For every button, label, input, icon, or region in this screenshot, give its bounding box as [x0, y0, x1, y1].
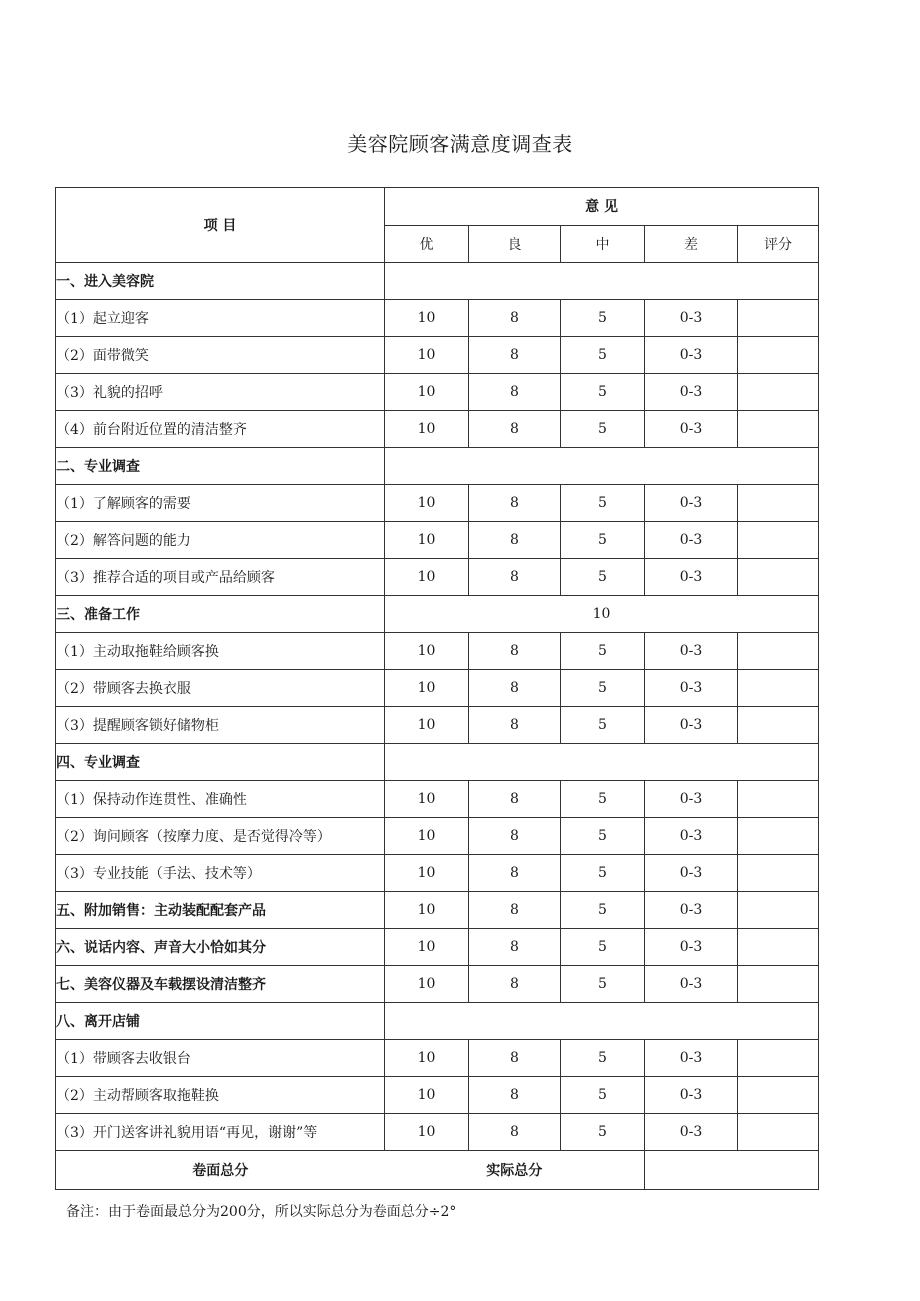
score-good: 8 [469, 781, 561, 818]
score-poor: 0-3 [645, 300, 738, 337]
score-good: 8 [469, 411, 561, 448]
section-title: 四、专业调查 [56, 744, 385, 781]
grade-excellent-header: 优 [385, 225, 469, 263]
score-poor: 0-3 [645, 929, 738, 966]
score-excellent: 10 [385, 855, 469, 892]
score-excellent: 10 [385, 300, 469, 337]
score-excellent: 10 [385, 1114, 469, 1151]
score-medium: 5 [561, 559, 645, 596]
section-title: 二、专业调查 [56, 448, 385, 485]
score-medium: 5 [561, 781, 645, 818]
document-title: 美容院顾客满意度调查表 [347, 132, 573, 156]
score-excellent: 10 [385, 707, 469, 744]
item-row [56, 1040, 819, 1077]
item-row [56, 818, 819, 855]
rating-cell[interactable] [738, 300, 819, 337]
actual-total-label: 实际总分 [385, 1151, 645, 1190]
item-row [56, 670, 819, 707]
item-label: （2）解答问题的能力 [56, 522, 385, 559]
header-row [56, 188, 819, 226]
score-excellent: 10 [385, 892, 469, 929]
survey-table [55, 187, 819, 1190]
score-good: 8 [469, 1114, 561, 1151]
section-title: 八、离开店铺 [56, 1003, 385, 1040]
score-good: 8 [469, 892, 561, 929]
score-medium: 5 [561, 892, 645, 929]
score-poor: 0-3 [645, 966, 738, 1003]
item-header: 项 目 [56, 188, 385, 263]
score-poor: 0-3 [645, 781, 738, 818]
rating-cell[interactable] [738, 337, 819, 374]
item-row [56, 374, 819, 411]
item-row [56, 1114, 819, 1151]
rating-cell[interactable] [738, 522, 819, 559]
rating-cell[interactable] [738, 855, 819, 892]
rating-cell[interactable] [738, 1077, 819, 1114]
rating-cell[interactable] [738, 966, 819, 1003]
item-label: （4）前台附近位置的清洁整齐 [56, 411, 385, 448]
item-label: （2）面带微笑 [56, 337, 385, 374]
score-good: 8 [469, 300, 561, 337]
section-row [56, 892, 819, 929]
item-label: （2）主动帮顾客取拖鞋换 [56, 1077, 385, 1114]
opinion-header: 意 见 [385, 188, 819, 226]
score-medium: 5 [561, 1040, 645, 1077]
section-row [56, 966, 819, 1003]
score-good: 8 [469, 559, 561, 596]
score-excellent: 10 [385, 559, 469, 596]
score-medium: 5 [561, 485, 645, 522]
footnote: 备注：由于卷面最总分为200分，所以实际总分为卷面总分÷2° [66, 1204, 457, 1220]
score-medium: 5 [561, 670, 645, 707]
score-medium: 5 [561, 1114, 645, 1151]
score-medium: 5 [561, 411, 645, 448]
item-row [56, 707, 819, 744]
section-row [56, 448, 819, 485]
score-good: 8 [469, 855, 561, 892]
score-good: 8 [469, 633, 561, 670]
score-medium: 5 [561, 855, 645, 892]
rating-cell[interactable] [738, 485, 819, 522]
paper-total-label: 卷面总分 [56, 1151, 385, 1190]
score-excellent: 10 [385, 1040, 469, 1077]
score-good: 8 [469, 670, 561, 707]
item-row [56, 522, 819, 559]
score-medium: 5 [561, 966, 645, 1003]
score-good: 8 [469, 374, 561, 411]
item-label: （3）专业技能（手法、技术等） [56, 855, 385, 892]
rating-cell[interactable] [738, 559, 819, 596]
item-row [56, 337, 819, 374]
score-excellent: 10 [385, 818, 469, 855]
item-label: （3）提醒顾客锁好储物柜 [56, 707, 385, 744]
score-poor: 0-3 [645, 855, 738, 892]
score-poor: 0-3 [645, 337, 738, 374]
score-medium: 5 [561, 374, 645, 411]
rating-cell[interactable] [738, 929, 819, 966]
item-row [56, 633, 819, 670]
score-medium: 5 [561, 633, 645, 670]
score-poor: 0-3 [645, 522, 738, 559]
item-label: （1）了解顾客的需要 [56, 485, 385, 522]
score-excellent: 10 [385, 485, 469, 522]
section-blank [385, 744, 819, 781]
section-blank [385, 448, 819, 485]
actual-total-value [645, 1151, 819, 1190]
rating-cell[interactable] [738, 1040, 819, 1077]
score-poor: 0-3 [645, 1077, 738, 1114]
score-header: 评分 [738, 225, 819, 263]
rating-cell[interactable] [738, 892, 819, 929]
item-row [56, 485, 819, 522]
score-good: 8 [469, 485, 561, 522]
rating-cell[interactable] [738, 374, 819, 411]
score-excellent: 10 [385, 411, 469, 448]
grade-medium-header: 中 [561, 225, 645, 263]
item-label: （3）推荐合适的项目或产品给顾客 [56, 559, 385, 596]
rating-cell[interactable] [738, 411, 819, 448]
rating-cell[interactable] [738, 633, 819, 670]
section-row [56, 596, 819, 633]
score-poor: 0-3 [645, 559, 738, 596]
score-good: 8 [469, 929, 561, 966]
rating-cell[interactable] [738, 670, 819, 707]
item-label: （1）带顾客去收银台 [56, 1040, 385, 1077]
score-good: 8 [469, 1077, 561, 1114]
section-title: 七、美容仪器及车载摆设清洁整齐 [56, 966, 385, 1003]
item-row [56, 781, 819, 818]
rating-cell[interactable] [738, 707, 819, 744]
grade-good-header: 良 [469, 225, 561, 263]
score-good: 8 [469, 818, 561, 855]
score-poor: 0-3 [645, 892, 738, 929]
item-label: （2）询问顾客（按摩力度、是否觉得冷等） [56, 818, 385, 855]
item-row [56, 559, 819, 596]
score-excellent: 10 [385, 1077, 469, 1114]
item-row [56, 855, 819, 892]
score-poor: 0-3 [645, 485, 738, 522]
item-row [56, 1077, 819, 1114]
rating-cell[interactable] [738, 1114, 819, 1151]
score-medium: 5 [561, 522, 645, 559]
section-blank [385, 263, 819, 300]
score-excellent: 10 [385, 374, 469, 411]
section-row [56, 744, 819, 781]
item-label: （1）保持动作连贯性、准确性 [56, 781, 385, 818]
score-excellent: 10 [385, 781, 469, 818]
score-poor: 0-3 [645, 411, 738, 448]
score-medium: 5 [561, 929, 645, 966]
score-poor: 0-3 [645, 670, 738, 707]
item-label: （1）起立迎客 [56, 300, 385, 337]
item-row [56, 300, 819, 337]
score-poor: 0-3 [645, 633, 738, 670]
section-title: 三、准备工作 [56, 596, 385, 633]
score-good: 8 [469, 1040, 561, 1077]
score-medium: 5 [561, 707, 645, 744]
score-medium: 5 [561, 818, 645, 855]
score-excellent: 10 [385, 966, 469, 1003]
score-poor: 0-3 [645, 1040, 738, 1077]
section-title: 六、说话内容、声音大小恰如其分 [56, 929, 385, 966]
score-excellent: 10 [385, 522, 469, 559]
score-good: 8 [469, 337, 561, 374]
score-poor: 0-3 [645, 1114, 738, 1151]
score-medium: 5 [561, 1077, 645, 1114]
score-poor: 0-3 [645, 707, 738, 744]
section-title: 一、进入美容院 [56, 263, 385, 300]
item-label: （3）礼貌的招呼 [56, 374, 385, 411]
item-label: （1）主动取拖鞋给顾客换 [56, 633, 385, 670]
grade-poor-header: 差 [645, 225, 738, 263]
score-excellent: 10 [385, 337, 469, 374]
item-label: （2）带顾客去换衣服 [56, 670, 385, 707]
section-title: 五、附加销售：主动装配配套产品 [56, 892, 385, 929]
score-excellent: 10 [385, 670, 469, 707]
section-row [56, 929, 819, 966]
score-medium: 5 [561, 337, 645, 374]
score-excellent: 10 [385, 929, 469, 966]
score-good: 8 [469, 966, 561, 1003]
section-row [56, 1003, 819, 1040]
score-poor: 0-3 [645, 374, 738, 411]
score-poor: 0-3 [645, 818, 738, 855]
score-excellent: 10 [385, 633, 469, 670]
rating-cell[interactable] [738, 781, 819, 818]
score-good: 8 [469, 522, 561, 559]
score-good: 8 [469, 707, 561, 744]
section-row [56, 263, 819, 300]
rating-cell[interactable] [738, 818, 819, 855]
item-row [56, 411, 819, 448]
section-blank [385, 1003, 819, 1040]
section-merged-value: 10 [385, 596, 819, 633]
item-label: （3）开门送客讲礼貌用语“再见，谢谢”等 [56, 1114, 385, 1151]
score-medium: 5 [561, 300, 645, 337]
total-row [56, 1151, 819, 1190]
